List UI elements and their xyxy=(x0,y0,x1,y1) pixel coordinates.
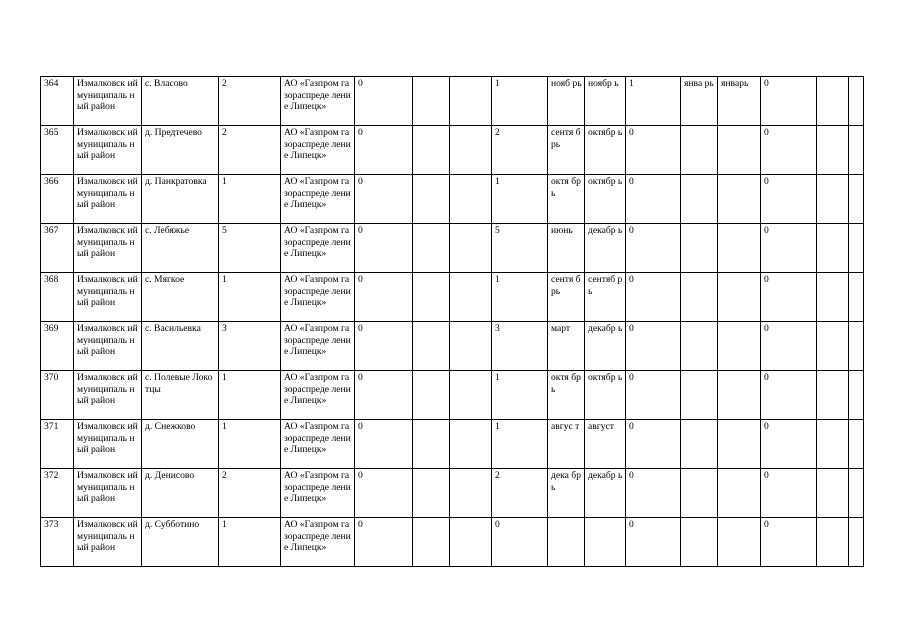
empty-cell xyxy=(450,420,492,469)
empty-cell xyxy=(849,371,864,420)
start-month-cell: октя брь xyxy=(548,175,585,224)
empty-cell xyxy=(849,469,864,518)
end-month-cell: октябр ь xyxy=(585,126,626,175)
empty-cell xyxy=(817,371,849,420)
end-month-cell xyxy=(718,518,761,567)
value-cell: 1 xyxy=(626,77,681,126)
start-month-cell: авгус т xyxy=(548,420,585,469)
locality-cell: д. Снежково xyxy=(142,420,219,469)
end-month-cell: декабр ь xyxy=(585,224,626,273)
start-month-cell xyxy=(681,273,718,322)
start-month-cell: сентя брь xyxy=(548,273,585,322)
end-month-cell xyxy=(718,322,761,371)
table-row xyxy=(41,469,864,518)
start-month-cell: нояб рь xyxy=(548,77,585,126)
end-month-cell: ноябр ь xyxy=(585,77,626,126)
locality-cell: д. Денисово xyxy=(142,469,219,518)
count-cell: 1 xyxy=(219,371,281,420)
count-cell: 2 xyxy=(219,469,281,518)
start-month-cell: янва рь xyxy=(681,77,718,126)
district-cell: Измалковск ий муниципаль ный район xyxy=(74,469,142,518)
start-month-cell: сентя брь xyxy=(548,126,585,175)
count-cell: 3 xyxy=(219,322,281,371)
empty-cell xyxy=(413,273,450,322)
empty-cell xyxy=(450,224,492,273)
end-month-cell xyxy=(718,126,761,175)
start-month-cell: октя брь xyxy=(548,371,585,420)
organization-cell: АО «Газпром газораспреде ление Липецк» xyxy=(281,322,355,371)
empty-cell xyxy=(413,371,450,420)
plan-count-cell: 1 xyxy=(492,371,548,420)
empty-cell xyxy=(849,224,864,273)
empty-cell xyxy=(849,420,864,469)
district-cell: Измалковск ий муниципаль ный район xyxy=(74,77,142,126)
value-cell: 0 xyxy=(761,420,817,469)
row-number-cell: 372 xyxy=(41,469,74,518)
plan-count-cell: 1 xyxy=(492,175,548,224)
row-number-cell: 370 xyxy=(41,371,74,420)
count-cell: 2 xyxy=(219,77,281,126)
organization-cell: АО «Газпром газораспреде ление Липецк» xyxy=(281,420,355,469)
value-cell: 0 xyxy=(626,126,681,175)
table-row xyxy=(41,126,864,175)
empty-cell xyxy=(413,469,450,518)
district-cell: Измалковск ий муниципаль ный район xyxy=(74,371,142,420)
value-cell: 0 xyxy=(761,273,817,322)
district-cell: Измалковск ий муниципаль ный район xyxy=(74,322,142,371)
locality-cell: д. Предтечево xyxy=(142,126,219,175)
row-number-cell: 364 xyxy=(41,77,74,126)
end-month-cell: январь xyxy=(718,77,761,126)
locality-cell: с. Мягкое xyxy=(142,273,219,322)
plan-count-cell: 0 xyxy=(492,518,548,567)
table-row xyxy=(41,518,864,567)
value-cell: 0 xyxy=(355,420,413,469)
end-month-cell xyxy=(718,224,761,273)
plan-count-cell: 5 xyxy=(492,224,548,273)
locality-cell: с. Власово xyxy=(142,77,219,126)
locality-cell: с. Полевые Локотцы xyxy=(142,371,219,420)
value-cell: 0 xyxy=(761,469,817,518)
plan-count-cell: 1 xyxy=(492,420,548,469)
end-month-cell: август xyxy=(585,420,626,469)
value-cell: 0 xyxy=(761,371,817,420)
count-cell: 2 xyxy=(219,126,281,175)
plan-count-cell: 1 xyxy=(492,273,548,322)
district-cell: Измалковск ий муниципаль ный район xyxy=(74,175,142,224)
value-cell: 0 xyxy=(355,518,413,567)
district-cell: Измалковск ий муниципаль ный район xyxy=(74,224,142,273)
row-number-cell: 368 xyxy=(41,273,74,322)
empty-cell xyxy=(849,518,864,567)
start-month-cell: март xyxy=(548,322,585,371)
value-cell: 0 xyxy=(355,273,413,322)
empty-cell xyxy=(849,273,864,322)
locality-cell: д. Панкратовка xyxy=(142,175,219,224)
empty-cell xyxy=(413,420,450,469)
data-table xyxy=(40,76,864,567)
value-cell: 0 xyxy=(761,126,817,175)
empty-cell xyxy=(450,518,492,567)
count-cell: 1 xyxy=(219,518,281,567)
locality-cell: с. Лебяжье xyxy=(142,224,219,273)
row-number-cell: 371 xyxy=(41,420,74,469)
empty-cell xyxy=(413,224,450,273)
empty-cell xyxy=(450,322,492,371)
value-cell: 0 xyxy=(761,518,817,567)
start-month-cell: дека брь xyxy=(548,469,585,518)
end-month-cell xyxy=(718,469,761,518)
end-month-cell: сентяб рь xyxy=(585,273,626,322)
empty-cell xyxy=(413,518,450,567)
value-cell: 0 xyxy=(626,322,681,371)
empty-cell xyxy=(817,469,849,518)
table-row xyxy=(41,77,864,126)
count-cell: 5 xyxy=(219,224,281,273)
plan-count-cell: 1 xyxy=(492,77,548,126)
value-cell: 0 xyxy=(626,518,681,567)
count-cell: 1 xyxy=(219,175,281,224)
value-cell: 0 xyxy=(626,273,681,322)
plan-count-cell: 3 xyxy=(492,322,548,371)
value-cell: 0 xyxy=(626,420,681,469)
district-cell: Измалковск ий муниципаль ный район xyxy=(74,126,142,175)
start-month-cell xyxy=(681,469,718,518)
end-month-cell: октябр ь xyxy=(585,371,626,420)
start-month-cell xyxy=(681,322,718,371)
row-number-cell: 365 xyxy=(41,126,74,175)
empty-cell xyxy=(817,77,849,126)
locality-cell: с. Васильевка xyxy=(142,322,219,371)
end-month-cell xyxy=(718,175,761,224)
row-number-cell: 366 xyxy=(41,175,74,224)
empty-cell xyxy=(450,175,492,224)
value-cell: 0 xyxy=(626,371,681,420)
start-month-cell xyxy=(681,420,718,469)
organization-cell: АО «Газпром газораспреде ление Липецк» xyxy=(281,175,355,224)
district-cell: Измалковск ий муниципаль ный район xyxy=(74,420,142,469)
end-month-cell xyxy=(718,273,761,322)
value-cell: 0 xyxy=(626,224,681,273)
empty-cell xyxy=(817,518,849,567)
organization-cell: АО «Газпром газораспреде ление Липецк» xyxy=(281,518,355,567)
empty-cell xyxy=(849,126,864,175)
value-cell: 0 xyxy=(355,322,413,371)
end-month-cell: декабр ь xyxy=(585,469,626,518)
empty-cell xyxy=(450,371,492,420)
value-cell: 0 xyxy=(626,469,681,518)
start-month-cell xyxy=(681,518,718,567)
value-cell: 0 xyxy=(355,77,413,126)
organization-cell: АО «Газпром газораспреде ление Липецк» xyxy=(281,224,355,273)
value-cell: 0 xyxy=(355,469,413,518)
empty-cell xyxy=(413,322,450,371)
table-body xyxy=(41,77,864,567)
start-month-cell xyxy=(681,126,718,175)
value-cell: 0 xyxy=(355,224,413,273)
empty-cell xyxy=(413,175,450,224)
end-month-cell xyxy=(718,371,761,420)
empty-cell xyxy=(450,126,492,175)
empty-cell xyxy=(817,224,849,273)
locality-cell: д. Субботино xyxy=(142,518,219,567)
empty-cell xyxy=(413,126,450,175)
organization-cell: АО «Газпром газораспреде ление Липецк» xyxy=(281,273,355,322)
value-cell: 0 xyxy=(355,126,413,175)
value-cell: 0 xyxy=(626,175,681,224)
value-cell: 0 xyxy=(761,175,817,224)
table-row xyxy=(41,371,864,420)
value-cell: 0 xyxy=(761,224,817,273)
empty-cell xyxy=(413,77,450,126)
district-cell: Измалковск ий муниципаль ный район xyxy=(74,273,142,322)
end-month-cell xyxy=(585,518,626,567)
start-month-cell xyxy=(548,518,585,567)
value-cell: 0 xyxy=(355,175,413,224)
empty-cell xyxy=(817,322,849,371)
value-cell: 0 xyxy=(355,371,413,420)
empty-cell xyxy=(817,420,849,469)
start-month-cell: июнь xyxy=(548,224,585,273)
plan-count-cell: 2 xyxy=(492,469,548,518)
row-number-cell: 369 xyxy=(41,322,74,371)
end-month-cell: октябр ь xyxy=(585,175,626,224)
organization-cell: АО «Газпром газораспреде ление Липецк» xyxy=(281,371,355,420)
empty-cell xyxy=(450,273,492,322)
table-row xyxy=(41,224,864,273)
start-month-cell xyxy=(681,175,718,224)
empty-cell xyxy=(849,322,864,371)
plan-count-cell: 2 xyxy=(492,126,548,175)
start-month-cell xyxy=(681,224,718,273)
empty-cell xyxy=(450,469,492,518)
end-month-cell: декабр ь xyxy=(585,322,626,371)
table-row xyxy=(41,420,864,469)
empty-cell xyxy=(849,77,864,126)
start-month-cell xyxy=(681,371,718,420)
row-number-cell: 367 xyxy=(41,224,74,273)
table-row xyxy=(41,273,864,322)
organization-cell: АО «Газпром газораспреде ление Липецк» xyxy=(281,469,355,518)
empty-cell xyxy=(817,126,849,175)
value-cell: 0 xyxy=(761,322,817,371)
district-cell: Измалковск ий муниципаль ный район xyxy=(74,518,142,567)
organization-cell: АО «Газпром газораспреде ление Липецк» xyxy=(281,126,355,175)
count-cell: 1 xyxy=(219,273,281,322)
empty-cell xyxy=(817,273,849,322)
table-row xyxy=(41,322,864,371)
empty-cell xyxy=(450,77,492,126)
end-month-cell xyxy=(718,420,761,469)
empty-cell xyxy=(817,175,849,224)
row-number-cell: 373 xyxy=(41,518,74,567)
empty-cell xyxy=(849,175,864,224)
value-cell: 0 xyxy=(761,77,817,126)
table-row xyxy=(41,175,864,224)
count-cell: 1 xyxy=(219,420,281,469)
organization-cell: АО «Газпром газораспреде ление Липецк» xyxy=(281,77,355,126)
